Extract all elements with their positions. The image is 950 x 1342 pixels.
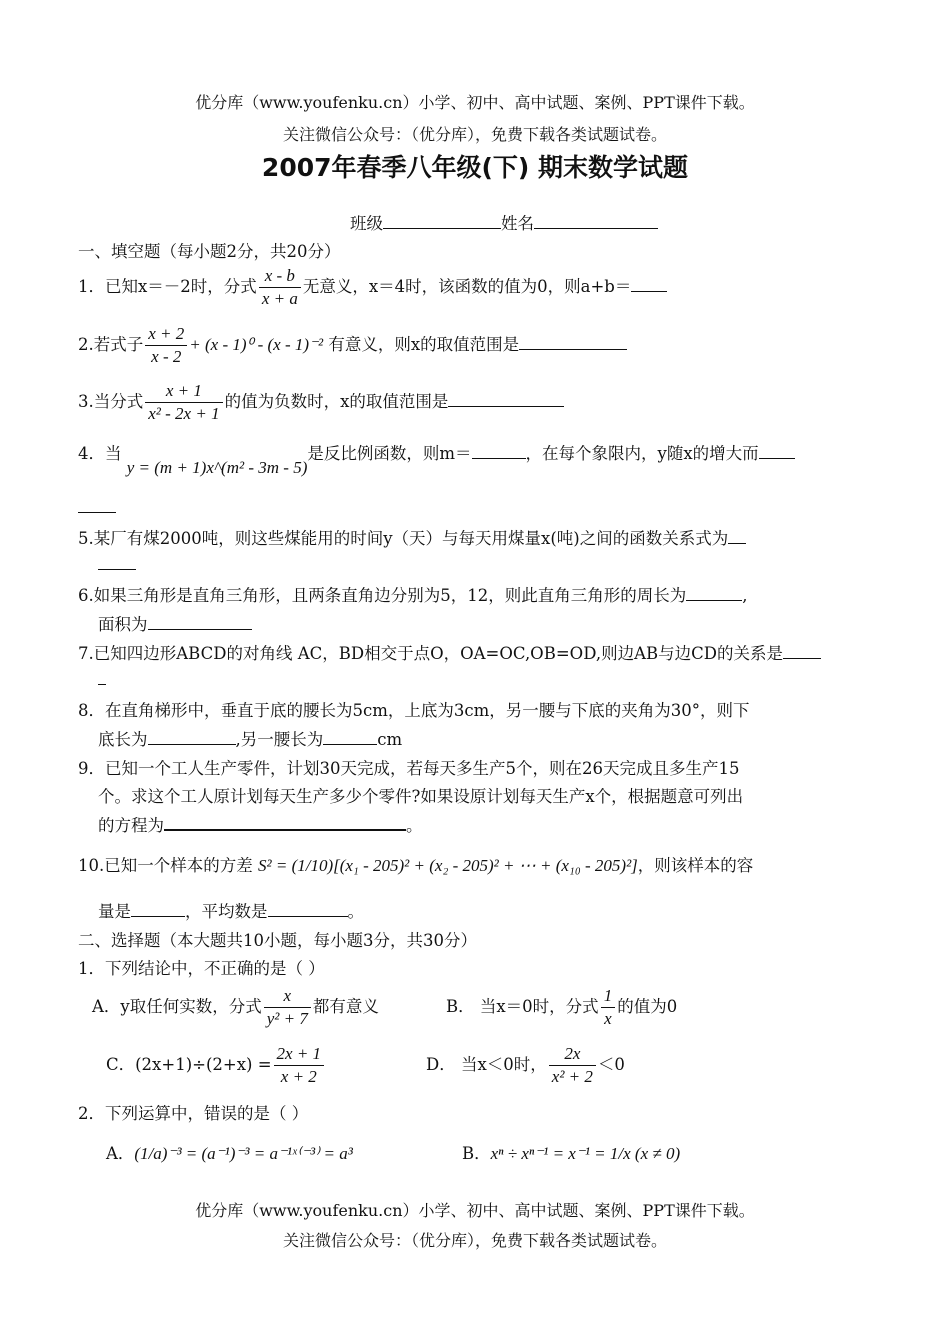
option-c-numerator: 2x + 1 [274,1043,325,1066]
q2-numerator: x + 2 [145,323,187,346]
name-blank[interactable] [534,212,658,229]
q10-size-blank[interactable] [131,900,185,917]
q2-option-a-label: A． [106,1144,135,1163]
q4-blank-continued[interactable] [78,496,116,513]
fill-question-5 [78,525,746,549]
option-c-denominator: x + 2 [280,1067,317,1086]
q4-text: 4．当 [78,444,122,463]
choice-1-option-d[interactable] [426,1043,625,1088]
q1-denominator: x + a [261,289,298,308]
section1-heading: 一、填空题（每小题2分，共20分） [78,242,341,261]
q8-base-blank[interactable] [148,728,236,745]
q1-text: 1．已知x＝－2时，分式 [78,277,257,296]
fill-question-3 [78,380,564,425]
q10-text-post: ，则该样本的容 [637,856,754,875]
q2-option-a-expression: (1/a)⁻³ = (a⁻¹)⁻³ = a⁻¹ˣ⁽⁻³⁾ = a³ [134,1144,353,1163]
q8-unit: cm [377,730,403,749]
option-d-numerator: 2x [549,1043,596,1066]
q2-text: 2.若式子 [78,335,144,354]
name-label: 姓名 [501,214,534,233]
q9-text-equation: 的方程为 [98,816,164,835]
option-b-text-post: 的值为0 [617,997,678,1016]
q3-numerator: x + 1 [145,380,222,403]
q5-text: 5.某厂有煤2000吨，则这些煤能用的时间y（天）与每天用煤量x(吨)之间的函数关系式为 [78,529,729,548]
footer-line-1: 优分库（www.youfenku.cn）小学、初中、高中试题、案例、PPT课件下载。 [195,1201,755,1220]
q1-numerator: x - b [259,265,301,288]
option-b-text: B． 当x＝0时，分式 [446,997,599,1016]
option-d-text-post: ＜0 [597,1055,625,1074]
student-info [350,210,658,234]
header-line-1: 优分库（www.youfenku.cn）小学、初中、高中试题、案例、PPT课件下载。 [195,93,755,112]
q5-blank-continued[interactable] [98,553,136,570]
q10-text-mean: ，平均数是 [185,902,268,921]
q3-blank[interactable] [448,390,564,407]
q4-text-post2: ，在每个象限内，y随x的增大而 [525,444,759,463]
q4-blank-1[interactable] [472,442,526,459]
q6-area-blank[interactable] [148,613,252,630]
q5-blank[interactable] [728,527,746,544]
q10-variance-formula: S² = (1/10)[(x₁ - 205)² + (x₂ - 205)² + ⋯ + (x₁₀ - 205)²] [258,856,638,875]
option-a-text: A．y取任何实数，分式 [92,997,262,1016]
fill-question-1 [78,265,667,310]
fill-question-9-line2: 个。求这个工人原计划每天生产多少个零件?如果设原计划每天生产x个，根据题意可列出 [98,787,744,806]
q7-blank[interactable] [783,642,821,659]
q4-expression: y = (m + 1)x^(m² - 3m - 5) [126,458,308,477]
q1-blank[interactable] [631,275,667,292]
q2-option-b-label: B． [462,1144,491,1163]
q9-equation-blank[interactable] [164,813,406,831]
q1-text-post: 无意义，x＝4时，该函数的值为0，则a+b＝ [302,277,632,296]
q4-text-post: 是反比例函数，则m＝ [307,444,472,463]
option-b-denominator: x [604,1009,612,1028]
choice-question-1: 1．下列结论中，不正确的是（ ） [78,959,325,978]
fill-question-10 [78,852,753,876]
q8-text-leg: ,另一腰长为 [235,730,324,749]
q10-mean-blank[interactable] [268,900,348,917]
fill-question-9: 9．已知一个工人生产零件，计划30天完成，若每天多生产5个，则在26天完成且多生产15 [78,759,740,778]
fill-question-7 [78,640,821,664]
option-a-denominator: y² + 7 [266,1009,308,1028]
fill-question-6: 6.如果三角形是直角三角形，且两条直角边分别为5，12，则此直角三角形的周长为 , [78,586,748,605]
q2-expression: + (x - 1)⁰ - (x - 1)⁻² [189,335,324,354]
q2-text-post: 有意义，则x的取值范围是 [328,335,520,354]
fill-question-8: 8．在直角梯形中，垂直于底的腰长为5cm，上底为3cm，另一腰与下底的夹角为30°，则下 [78,701,750,720]
q10-text-size: 量是 [98,902,131,921]
q3-text-post: 的值为负数时，x的取值范围是 [224,392,449,411]
q8-leg-blank[interactable] [323,728,377,745]
option-d-text: D． 当x＜0时， [426,1055,547,1074]
q2-denominator: x - 2 [151,347,182,366]
fill-question-4 [78,440,795,477]
q6-text: 6.如果三角形是直角三角形，且两条直角边分别为5，12，则此直角三角形的周长为 [78,586,687,605]
class-blank[interactable] [383,212,501,229]
choice-question-2: 2．下列运算中，错误的是（ ） [78,1104,309,1123]
q8-text-base: 底长为 [98,730,148,749]
q6-perimeter-blank[interactable] [686,584,742,601]
q3-text: 3.当分式 [78,392,144,411]
option-d-denominator: x² + 2 [551,1067,593,1086]
choice-1-option-a[interactable] [92,985,379,1030]
q2-blank[interactable] [519,333,627,350]
q6-text-area: 面积为 [98,615,148,634]
q10-text: 10.已知一个样本的方差 [78,856,253,875]
q2-option-b-expression: xⁿ ÷ xⁿ⁻¹ = x⁻¹ = 1/x (x ≠ 0) [490,1144,681,1163]
section2-heading: 二、选择题（本大题共10小题，每小题3分，共30分） [78,931,477,950]
q3-denominator: x² - 2x + 1 [148,404,220,423]
fill-question-2 [78,323,627,368]
fill-question-9-line3 [98,812,423,836]
choice-2-option-b[interactable] [462,1140,680,1164]
header-line-2: 关注微信公众号：（优分库），免费下载各类试题试卷。 [282,125,667,144]
fill-question-10-cont [98,898,364,922]
q10-period: 。 [347,902,364,921]
option-b-numerator: 1 [601,985,616,1008]
fill-question-6-cont [98,611,252,635]
q4-blank-2[interactable] [759,442,795,459]
footer-line-2: 关注微信公众号：（优分库），免费下载各类试题试卷。 [282,1231,667,1250]
q7-text: 7.已知四边形ABCD的对角线 AC，BD相交于点O，OA=OC,OB=OD,则边AB与边CD的关系是 [78,644,783,663]
choice-1-option-b[interactable] [446,985,677,1030]
fill-question-8-cont [98,726,402,750]
option-a-text-post: 都有意义 [312,997,379,1016]
class-label: 班级 [350,214,383,233]
q7-blank-continued[interactable] [98,668,106,685]
option-a-numerator: x [264,985,311,1008]
option-c-text: C．(2x+1)÷(2+x) = [106,1055,272,1074]
q9-period: 。 [406,816,423,835]
choice-1-option-c[interactable] [106,1043,326,1088]
choice-2-option-a[interactable] [106,1140,353,1164]
page-title: 2007年春季八年级(下) 期末数学试题 [261,153,689,182]
